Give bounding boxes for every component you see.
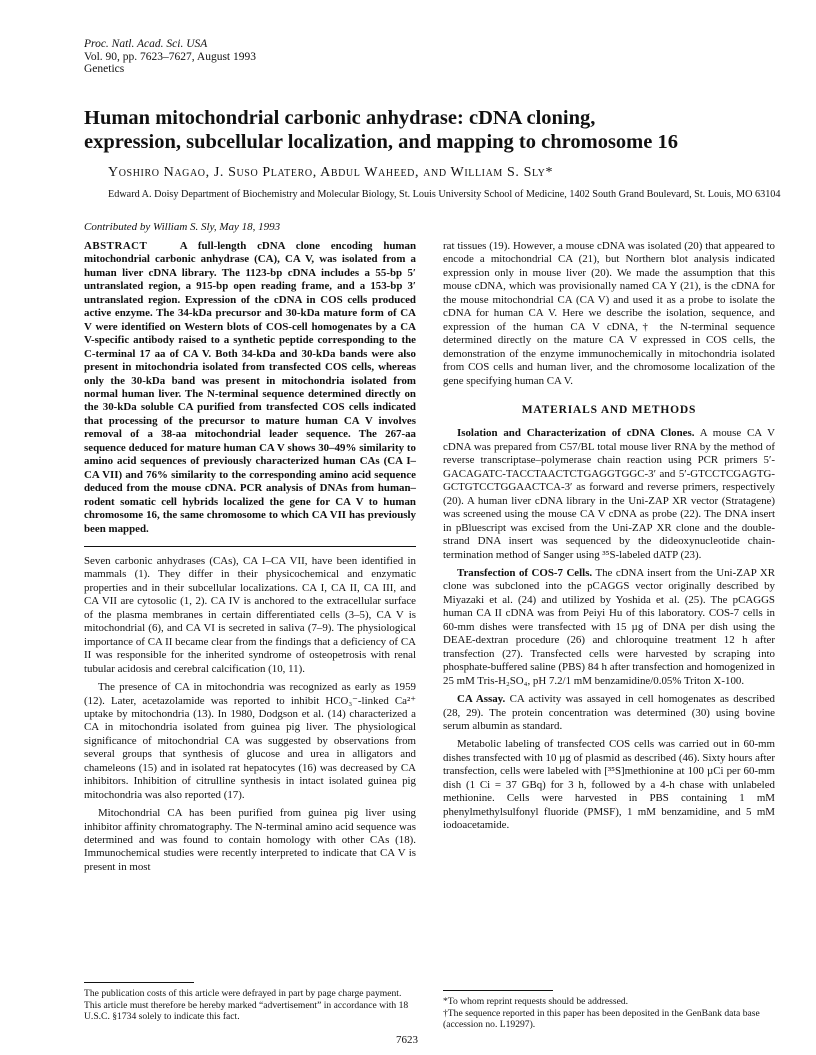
abstract-heading: ABSTRACT xyxy=(84,240,148,252)
author-list: Yoshiro Nagao, J. Suso Platero, Abdul Waheed, and William S. Sly* xyxy=(108,165,554,180)
methods-heading: MATERIALS AND METHODS xyxy=(521,403,697,416)
footnote-rule xyxy=(84,982,194,983)
genbank-footnote: †The sequence reported in this paper has been deposited in the GenBank data base (accession no. L19297). xyxy=(443,1007,760,1030)
contributed-by: Contributed by William S. Sly, May 18, 1993 xyxy=(84,221,281,233)
intro-paragraph-2: The presence of CA in mitochondria was recognized as early as 1959 (12). Later, acetazolamide was reported to inhibit HCO₃⁻-linked Ca²⁺ uptake by mitochondria (13). In 1980, Dodgson et al. (14) characterized a CA in mitochondria isolated from guinea pig liver. The physiological significance of mitochondrial CA was suggested by observations from several groups that synthesis of glucose and urea in alligators and chameleons (15) and in isolated rat hepatocytes (16) was decreased by CA inhibitors. Inhibition of citrulline synthesis in intact isolated guinea pig mitochondria was also reported (17). xyxy=(84,681,416,801)
isolation-heading: Isolation and Characterization of cDNA Clones. xyxy=(457,427,695,440)
right-column xyxy=(443,240,775,833)
journal-section: Genetics xyxy=(84,63,125,75)
title-line-1: Human mitochondrial carbonic anhydrase: cDNA cloning, xyxy=(84,107,596,129)
abstract-divider xyxy=(84,546,416,547)
footnotes xyxy=(443,996,779,1031)
journal-name: Proc. Natl. Acad. Sci. USA xyxy=(84,38,208,50)
isolation-text: A mouse CA V cDNA was prepared from C57/BL total mouse liver RNA by the method of reverse transcriptase–polymerase chain reaction using PCR primers 5′-GACAGATC-TACCTAACTCTGAGGTGGC-3′ and 5′-GTCCTCGAGTG-GCTGTCCTGGAACTCA-3′ as forward and reverse primers, respectively (20). A human liver cDNA library in the Uni-ZAP XR vector (Stratagene) was screened using the mouse CA V cDNA as probe (22). The DNA insert in pBluescript was excised from the Uni-ZAP XR clone and the double-strand DNA insert was sequenced by the dideoxynucleotide chain-termination method of Sanger using ³⁵S-labeled dATP (23). xyxy=(443,427,776,561)
journal-header xyxy=(84,38,484,76)
transfection-paragraph xyxy=(443,567,775,688)
transfection-text: The cDNA insert from the Uni-ZAP XR clone was subcloned into the pCAGGS vector originally described by Miyazaki et al. (24) and utilized by Yoshida et al. (25). The pCAGGS human CA II cDNA was from Peiyi Hu of this laboratory. COS-7 cells in 60-mm dishes were transfected with 15 µg of DNA per dish using the DEAE-dextran procedure (26) and chloroquine treatment 12 h after transfection (27). Transfected cells were harvested by scraping into phosphate-buffered saline (PBS) 84 h after transfection and homogenized in 25 mM Tris-H₂SO₄, pH 7.2/1 mM benzamidine/0.05% Triton X-100. xyxy=(443,566,775,687)
isolation-paragraph xyxy=(443,427,775,562)
charge-text: The publication costs of this article were defrayed in part by page charge payment. This article must therefore be hereby marked “advertisement” in accordance with 18 U.S.C. §1734 solely to indicate this fact. xyxy=(84,988,409,1022)
transfection-heading: Transfection of COS-7 Cells. xyxy=(457,566,593,579)
article-title xyxy=(84,106,784,154)
abstract xyxy=(84,240,416,536)
labeling-paragraph: Metabolic labeling of transfected COS cells was carried out in 60-mm dishes transfected with 10 µg of plasmid as described (46). Sixty hours after transfection, cells were labeled with [³⁵S]methionine at 100 µCi per 60-mm dish (1 Ci = 37 GBq) for 3 h, followed by a 4-h chase with unlabeled methionine. Cells were harvested in PBS containing 1 mM phenylmethylsulfonyl fluoride (PMSF), 1 mM benzamidine, and 5 mM iodoacetamide. xyxy=(443,738,776,832)
intro-paragraph-3: Mitochondrial CA has been purified from guinea pig liver using inhibitor affinity chromatography. The N-terminal amino acid sequence was determined and was found to contain homology with other CAs (18). Immunochemical studies were recently interpreted to indicate that CA V is present in most xyxy=(84,807,416,873)
footnote-rule xyxy=(443,990,553,991)
title-line-2: expression, subcellular localization, and mapping to chromosome 16 xyxy=(84,131,678,153)
intro-paragraph-4: rat tissues (19). However, a mouse cDNA was isolated (20) that appeared to encode a mitochondrial CA (21), but Northern blot analysis indicated expression only in mouse liver (20). We made the assumption that this mouse cDNA, which was provisionally named CA Y (21), is the cDNA for the mouse mitochondrial CA (CA V) and used it as a probe to isolate the cDNA for human CA V. Here we describe the isolation, sequence, and expression of the human CA V cDNA,† the N-terminal sequence determined directly on the mature CA V expressed in COS cells, the demonstration of the enzyme immunochemically in mitochondria isolated from COS cells and human liver, and the chromosome localization of the gene specifying human CA V. xyxy=(443,240,775,387)
assay-heading: CA Assay. xyxy=(457,693,506,706)
reprint-footnote: *To whom reprint requests should be addressed. xyxy=(443,996,629,1007)
assay-paragraph xyxy=(443,693,775,733)
assay-text: CA activity was assayed in cell homogenates as described (28, 29). The protein concentration was determined (30) using bovine serum albumin as standard. xyxy=(443,693,775,732)
page-number: 7623 xyxy=(396,1034,418,1046)
affiliation: Edward A. Doisy Department of Biochemistry and Molecular Biology, St. Louis University School of Medicine, 1402 South Grand Boulevard, St. Louis, MO 63104 xyxy=(108,189,781,200)
abstract-text: A full-length cDNA clone encoding human mitochondrial carbonic anhydrase (CA), CA V, was isolated from a human liver cDNA library. The 1123-bp cDNA includes a 55-bp 5′ untranslated region, a 915-bp open reading frame, and a 153-bp 3′ untranslated region. Expression of the cDNA in COS cells produced active enzyme. The 34-kDa precursor and 30-kDa mature form of CA V were identified on Western blots of COS-cell homogenates by a CA V-specific antibody raised to a synthetic peptide corresponding to the C-terminal 17 aa of CA V. Both 34-kDa and 30-kDa bands were also present in mitochondria isolated from transfected COS cells, whereas only the 30-kDa band was present in mitochondria isolated from normal human liver. The N-terminal sequence determined directly on the 30-kDa soluble CA purified from transfected COS cells indicated that processing of the precursor to mature human CA V involves removal of a 38-aa mitochondrial leader sequence. The 267-aa sequence deduced for mature human CA V shows 30–49% similarity to amino acid sequences of previously characterized human CAs (CA I–CA VII) and 76% similarity to the corresponding amino acid sequence deduced from the mouse cDNA. PCR analysis of DNAs from human–rodent somatic cell hybrids localized the gene for CA V to human chromosome 16, the same chromosome to which CA VII has previously been mapped. xyxy=(84,240,417,535)
intro-paragraph-1: Seven carbonic anhydrases (CAs), CA I–CA VII, have been identified in mammals (1). They differ in their physicochemical and enzymatic properties and in their subcellular localizations. CA I, CA II, CA III, and CA VII are cytosolic (1, 2). CA IV is anchored to the extracellular surface of the plasma membranes in certain differentiated cells (3–5), CA V is mitochondrial (6), and CA VI is secreted in saliva (7–9). The physiological importance of CA II became clear from the findings that a deficiency of CA II was responsible for the inherited syndrome of osteopetrosis with renal tubular acidosis and cerebral calcification (10, 11). xyxy=(84,554,416,675)
left-column xyxy=(84,240,416,874)
volume-line: Vol. 90, pp. 7623–7627, August 1993 xyxy=(84,50,256,63)
charge-footnote xyxy=(84,988,420,1023)
